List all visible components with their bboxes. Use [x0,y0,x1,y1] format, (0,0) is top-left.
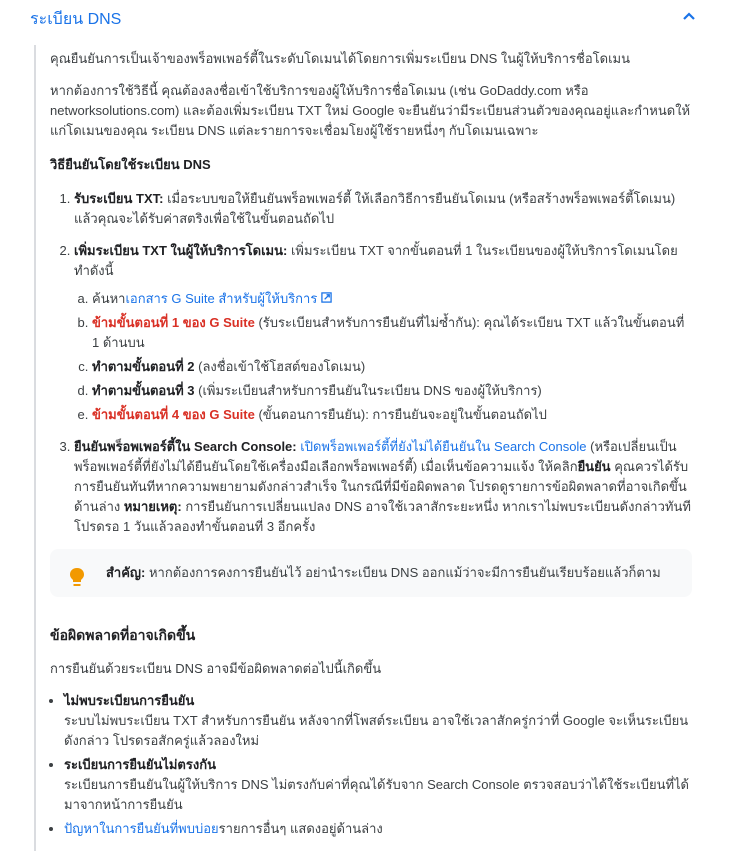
substep-d [92,381,692,401]
step-text: คุณควรได้รับการยืนยันทันทีหากความพยายามดังกล่าวสำเร็จ ในกรณีที่มีข้อผิดพลาด โปรดดูรายการข้อผิดพลาดที่อาจเกิดขึ้นด้านล่าง [74,459,689,514]
step-title: เพิ่มระเบียน TXT ในผู้ให้บริการโดเมน: [74,243,288,258]
important-callout [50,549,692,597]
substep-text: (ลงชื่อเข้าใช้โฮสต์ของโดเมน) [194,359,366,374]
callout-label: สำคัญ: [106,565,146,580]
intro-paragraph: คุณยืนยันการเป็นเจ้าของพร็อพเพอร์ตี้ในระดับโดเมนได้โดยการเพิ่มระเบียน DNS ในผู้ให้บริการชื่อโดเมน [50,51,630,66]
substep-text: (เพิ่มระเบียนสำหรับการยืนยันในระเบียน DNS ของผู้ให้บริการ) [194,383,542,398]
open-unverified-property-link[interactable]: เปิดพร็อพเพอร์ตี้ที่ยังไม่ได้ยืนยันใน Search Console [300,439,587,454]
substep-text: ค้นหา [92,291,126,306]
error-item [64,819,692,839]
step-text: (หรือเปลี่ยนเป็นพร็อพเพอร์ตี้ที่ยังไม่ได้ยืนยันโดยใช้เครื่องมือเลือกพร็อพเพอร์ตี้) เมื่อเห็นข้อความแจ้ง ให้คลิก [74,439,677,474]
intro-paragraph-2: หากต้องการใช้วิธีนี้ คุณต้องลงชื่อเข้าใช้บริการของผู้ให้บริการชื่อโดเมน (เช่น GoDaddy.com หรือ networksolutions.com) และต้องเพิ่มระเบียน TXT ใหม่ Google จะยืนยันว่ามีระเบียนส่วนตัวของคุณอยู่และกำหนดให้แก่โดเมนของคุณ ระเบียน DNS แต่ละรายการจะเชื่อมโยงผู้ใช้รายหนึ่งๆ กับโดเมนเฉพาะ [50,83,691,138]
verify-label: ยืนยัน [577,459,611,474]
common-problems-link[interactable]: ปัญหาในการยืนยันที่พบบ่อย [64,821,219,836]
section-header[interactable] [0,0,735,38]
lightbulb-icon [69,567,85,589]
substep-a [92,289,692,309]
substep-title: ทำตามขั้นตอนที่ 2 [92,359,195,374]
substep-warning: ข้ามขั้นตอนที่ 4 ของ G Suite [92,407,255,422]
error-item [64,755,692,815]
substep-e [92,405,692,425]
step-1 [74,189,692,229]
step-text: เมื่อระบบขอให้ยืนยันพร็อพเพอร์ตี้ ให้เลือกวิธีการยืนยันโดเมน (หรือสร้างพร็อพเพอร์ตี้โดเมน) แล้วคุณจะได้รับค่าสตริงเพื่อใช้ในขั้นตอนถัดไป [74,191,676,226]
error-text: รายการอื่นๆ แสดงอยู่ด้านล่าง [218,821,383,836]
section-body [34,45,696,851]
substeps-list [74,289,692,425]
error-title: ระเบียนการยืนยันไม่ตรงกัน [64,757,216,772]
steps-list [50,189,692,537]
gsuite-docs-link[interactable]: เอกสาร G Suite สำหรับผู้ให้บริการ [125,291,318,306]
section-title[interactable]: ระเบียน DNS [30,11,122,28]
step-title: รับระเบียน TXT: [74,191,164,206]
external-link-icon[interactable] [321,292,332,303]
callout-text: หากต้องการคงการยืนยันไว้ อย่านำระเบียน DNS ออกแม้ว่าจะมีการยืนยันเรียบร้อยแล้วก็ตาม [145,565,661,580]
substep-text: (ขั้นตอนการยืนยัน): การยืนยันจะอยู่ในขั้นตอนถัดไป [254,407,547,422]
error-item [64,691,692,751]
errors-list [50,691,692,839]
substep-warning: ข้ามขั้นตอนที่ 1 ของ G Suite [92,315,255,330]
note-label: หมายเหตุ: [123,499,182,514]
method-heading: วิธียืนยันโดยใช้ระเบียน DNS [50,157,211,172]
substep-text: (รับระเบียนสำหรับการยืนยันที่ไม่ซ้ำกัน): คุณได้ระเบียน TXT แล้วในขั้นตอนที่ 1 ด้านบน [92,315,685,350]
error-text: ระเบียนการยืนยันในผู้ให้บริการ DNS ไม่ตรงกับค่าที่คุณได้รับจาก Search Console ตรวจสอบว่าได้ใช้ระเบียนที่ได้มาจากหน้าการยืนยัน [64,777,690,812]
step-text: เพิ่มระเบียน TXT จากขั้นตอนที่ 1 ในระเบียนของผู้ให้บริการโดเมนโดยทำดังนี้ [74,243,678,278]
step-text: การยืนยันการเปลี่ยนแปลง DNS อาจใช้เวลาสักระยะหนึ่ง หากเราไม่พบระเบียนดังกล่าวทันที โปรดรอ 1 วันแล้วลองทำขั้นตอนที่ 3 อีกครั้ง [74,499,691,534]
step-3 [74,437,692,537]
substep-title: ทำตามขั้นตอนที่ 3 [92,383,195,398]
error-title: ไม่พบระเบียนการยืนยัน [64,693,195,708]
step-title: ยืนยันพร็อพเพอร์ตี้ใน Search Console: [74,439,297,454]
substep-b [92,313,692,353]
errors-heading: ข้อผิดพลาดที่อาจเกิดขึ้น [50,627,196,643]
error-text: ระบบไม่พบระเบียน TXT สำหรับการยืนยัน หลังจากที่โพสต์ระเบียน อาจใช้เวลาสักครู่กว่าที่ Google จะเห็นระเบียนดังกล่าว โปรดรอสักครู่แล้วลองใหม่ [64,713,689,748]
substep-c [92,357,692,377]
errors-intro: การยืนยันด้วยระเบียน DNS อาจมีข้อผิดพลาดต่อไปนี้เกิดขึ้น [50,661,382,676]
step-2 [74,241,692,425]
chevron-up-icon[interactable] [679,6,699,26]
